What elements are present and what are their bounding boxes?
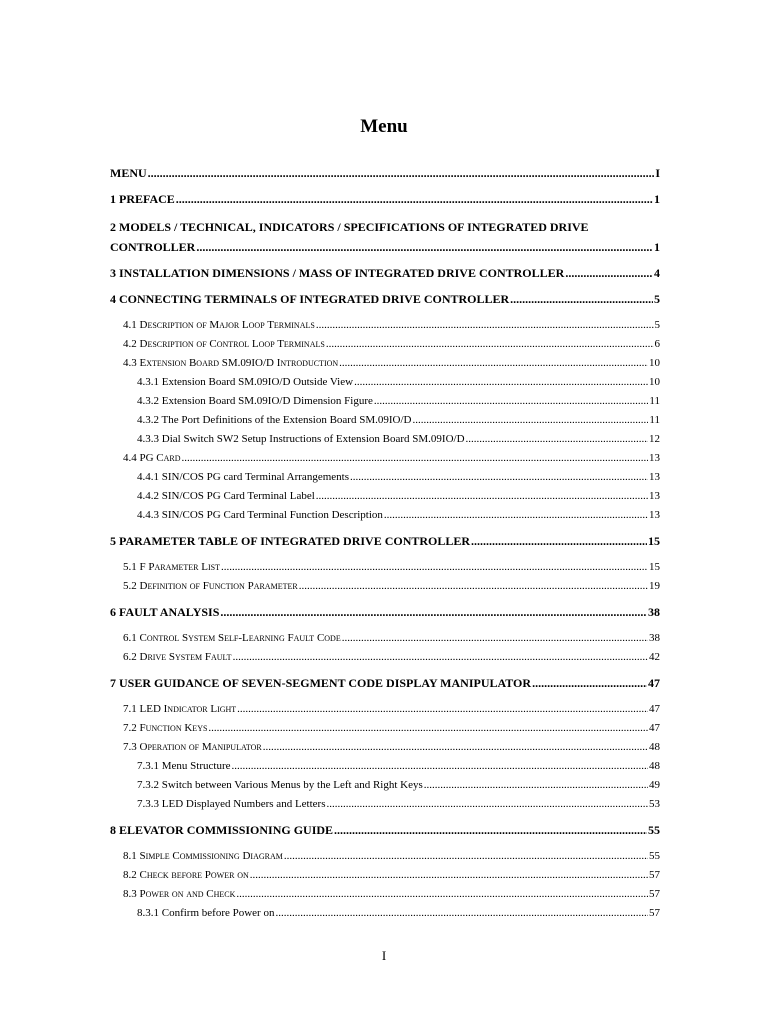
toc-entry-section[interactable]	[110, 885, 660, 904]
leader-dots	[220, 603, 647, 622]
leader-dots	[316, 316, 654, 335]
leader-dots	[471, 532, 647, 551]
toc-entry-page: 10	[649, 376, 660, 388]
leader-dots	[565, 264, 653, 283]
toc-entry-page: 6	[654, 338, 660, 350]
toc-entry-chapter[interactable]	[110, 821, 660, 840]
toc-entry-page: I	[655, 166, 660, 180]
toc-entry-label: 7.3.2 Switch between Various Menus by the Left and Right Keys	[137, 779, 423, 791]
toc-entry-section[interactable]	[110, 577, 660, 596]
toc-entry-label: 5 PARAMETER TABLE OF INTEGRATED DRIVE CONTROLLER	[110, 534, 471, 548]
toc-entry-page: 10	[649, 357, 660, 369]
toc-entry-label: 7.3 Operation of Manipulator	[123, 741, 262, 753]
toc-entry-label: 4.4.1 SIN/COS PG card Terminal Arrangements	[137, 471, 349, 483]
toc-entry-page: 42	[649, 651, 660, 663]
toc-entry-label: 7.3.1 Menu Structure	[137, 760, 231, 772]
toc-entry-page: 57	[649, 888, 660, 900]
toc-entry-subsection[interactable]	[110, 487, 660, 506]
toc-entry-label: 5.1 F Parameter List	[123, 561, 220, 573]
toc-entry-section[interactable]	[110, 354, 660, 373]
toc-entry-label: 4.4 PG Card	[123, 452, 181, 464]
toc-entry-label: 7.2 Function Keys	[123, 722, 208, 734]
toc-entry-section[interactable]	[110, 866, 660, 885]
toc-entry-label-line1: 2 MODELS / TECHNICAL, INDICATORS / SPECIFICATIONS OF INTEGRATED DRIVE	[110, 220, 589, 234]
toc-entry-label: MENU	[110, 166, 147, 180]
leader-dots	[284, 847, 648, 866]
toc-entry-page: 55	[648, 823, 660, 837]
toc-entry-section[interactable]	[110, 700, 660, 719]
leader-dots	[237, 700, 648, 719]
toc-entry-label: 7 USER GUIDANCE OF SEVEN-SEGMENT CODE DISPLAY MANIPULATOR	[110, 676, 532, 690]
toc-entry-section[interactable]	[110, 738, 660, 757]
toc-entry-label: 4.4.3 SIN/COS PG Card Terminal Function Description	[137, 509, 383, 521]
leader-dots	[196, 238, 653, 257]
toc-entry-chapter[interactable]	[110, 532, 660, 551]
leader-dots	[466, 430, 648, 449]
leader-dots	[532, 674, 647, 693]
toc-entry-label: 5.2 Definition of Function Parameter	[123, 580, 298, 592]
toc-entry-page: 15	[648, 534, 660, 548]
toc-entry-subsection[interactable]	[110, 506, 660, 525]
toc-entry-page: 47	[649, 722, 660, 734]
toc-entry-page: 55	[649, 850, 660, 862]
toc-entry-section[interactable]	[110, 316, 660, 335]
toc-entry-page: 13	[649, 509, 660, 521]
toc-entry-page: 5	[654, 319, 660, 331]
toc-entry-label: 4.3.2 Extension Board SM.09IO/D Dimension Figure	[137, 395, 373, 407]
toc-entry-label: 4.3.1 Extension Board SM.09IO/D Outside View	[137, 376, 354, 388]
toc-entry-chapter[interactable]	[110, 674, 660, 693]
toc-entry-section[interactable]	[110, 558, 660, 577]
toc-entry-section[interactable]	[110, 648, 660, 667]
toc-entry-label: 8.2 Check before Power on	[123, 869, 249, 881]
toc-entry-page: 5	[654, 292, 660, 306]
toc-entry-page: 53	[649, 798, 660, 810]
toc-entry-subsection[interactable]	[110, 904, 660, 923]
toc-entry-subsection[interactable]	[110, 392, 660, 411]
toc-entry-label: 4.3 Extension Board SM.09IO/D Introduction	[123, 357, 339, 369]
toc-entry-label: 4 CONNECTING TERMINALS OF INTEGRATED DRIVE CONTROLLER	[110, 292, 510, 306]
toc-entry-page: 19	[649, 580, 660, 592]
leader-dots	[221, 558, 648, 577]
toc-entry-page: 4	[654, 266, 660, 280]
page-number: I	[381, 948, 387, 963]
leader-dots	[275, 904, 648, 923]
table-of-contents	[110, 164, 660, 923]
leader-dots	[424, 776, 648, 795]
leader-dots	[250, 866, 648, 885]
leader-dots	[350, 468, 648, 487]
toc-entry-page: 15	[649, 561, 660, 573]
leader-dots	[316, 487, 648, 506]
toc-entry-subsection[interactable]	[110, 757, 660, 776]
leader-dots	[326, 795, 648, 814]
toc-entry-label: 4.2 Description of Control Loop Terminals	[123, 338, 325, 350]
leader-dots	[148, 164, 655, 183]
leader-dots	[263, 738, 648, 757]
toc-entry-page: 47	[649, 703, 660, 715]
toc-entry-label: 8 ELEVATOR COMMISSIONING GUIDE	[110, 823, 334, 837]
toc-entry-label: 8.3 Power on and Check	[123, 888, 236, 900]
toc-entry-chapter[interactable]	[110, 190, 660, 209]
leader-dots	[374, 392, 649, 411]
toc-entry-section[interactable]	[110, 847, 660, 866]
toc-entry-page: 11	[649, 395, 660, 407]
toc-entry-subsection[interactable]	[110, 468, 660, 487]
toc-entry-section[interactable]	[110, 719, 660, 738]
toc-entry-chapter[interactable]	[110, 603, 660, 622]
toc-entry-label: 8.1 Simple Commissioning Diagram	[123, 850, 283, 862]
toc-entry-label: CONTROLLER	[110, 240, 196, 254]
leader-dots	[384, 506, 648, 525]
toc-entry-page: 48	[649, 760, 660, 772]
leader-dots	[236, 885, 648, 904]
toc-entry-label: 8.3.1 Confirm before Power on	[137, 907, 275, 919]
leader-dots	[412, 411, 648, 430]
toc-entry-label: 7.1 LED Indicator Light	[123, 703, 237, 715]
toc-entry-chapter[interactable]	[110, 216, 660, 257]
toc-entry-section[interactable]	[110, 335, 660, 354]
toc-entry-label: 6.2 Drive System Fault	[123, 651, 232, 663]
leader-dots	[354, 373, 648, 392]
toc-entry-label: 6 FAULT ANALYSIS	[110, 605, 220, 619]
toc-entry-page: 12	[649, 433, 660, 445]
leader-dots	[233, 648, 648, 667]
toc-entry-page: 13	[649, 452, 660, 464]
toc-entry-label: 6.1 Control System Self-Learning Fault Code	[123, 632, 341, 644]
leader-dots	[510, 290, 653, 309]
toc-entry-label: 4.3.3 Dial Switch SW2 Setup Instructions of Extension Board SM.09IO/D	[137, 433, 465, 445]
toc-entry-label: 4.1 Description of Major Loop Terminals	[123, 319, 315, 331]
leader-dots	[182, 449, 648, 468]
page-title: Menu	[360, 116, 408, 137]
toc-entry-label: 3 INSTALLATION DIMENSIONS / MASS OF INTEGRATED DRIVE CONTROLLER	[110, 266, 565, 280]
toc-entry-subsection[interactable]	[110, 776, 660, 795]
toc-entry-page: 47	[648, 676, 660, 690]
toc-entry-page: 38	[649, 632, 660, 644]
toc-entry-chapter[interactable]	[110, 164, 660, 183]
leader-dots	[334, 821, 647, 840]
toc-entry-subsection[interactable]	[110, 795, 660, 814]
toc-entry-subsection[interactable]	[110, 430, 660, 449]
toc-entry-label: 4.4.2 SIN/COS PG Card Terminal Label	[137, 490, 315, 502]
toc-entry-chapter[interactable]	[110, 264, 660, 283]
toc-entry-subsection[interactable]	[110, 411, 660, 430]
toc-entry-page: 49	[649, 779, 660, 791]
toc-entry-section[interactable]	[110, 629, 660, 648]
leader-dots	[176, 190, 653, 209]
toc-entry-page: 11	[649, 414, 660, 426]
toc-entry-section[interactable]	[110, 449, 660, 468]
toc-entry-page: 1	[654, 192, 660, 206]
toc-entry-page: 57	[649, 869, 660, 881]
toc-entry-page: 1	[654, 240, 660, 254]
toc-entry-page: 57	[649, 907, 660, 919]
leader-dots	[208, 719, 648, 738]
toc-entry-label: 1 PREFACE	[110, 192, 175, 206]
toc-entry-page: 13	[649, 471, 660, 483]
toc-entry-page: 48	[649, 741, 660, 753]
toc-entry-label: 7.3.3 LED Displayed Numbers and Letters	[137, 798, 326, 810]
toc-entry-label: 4.3.2 The Port Definitions of the Extension Board SM.09IO/D	[137, 414, 412, 426]
toc-entry-subsection[interactable]	[110, 373, 660, 392]
leader-dots	[299, 577, 648, 596]
toc-entry-chapter[interactable]	[110, 290, 660, 309]
toc-entry-page: 13	[649, 490, 660, 502]
leader-dots	[231, 757, 648, 776]
leader-dots	[339, 354, 648, 373]
leader-dots	[326, 335, 654, 354]
leader-dots	[342, 629, 648, 648]
toc-entry-page: 38	[648, 605, 660, 619]
